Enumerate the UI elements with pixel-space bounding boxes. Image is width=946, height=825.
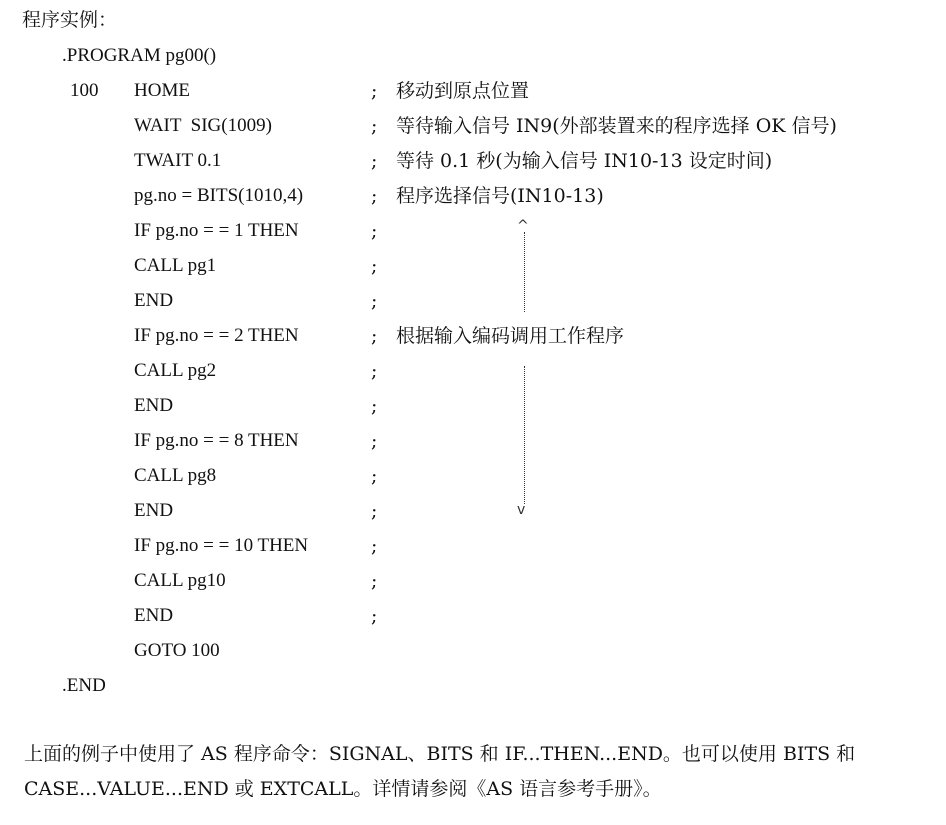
code-line: END — [134, 395, 174, 416]
code-line: IF pg.no = = 8 THEN — [134, 430, 299, 451]
semicolon: ; — [371, 500, 378, 522]
semicolon: ; — [371, 430, 378, 452]
code-line: GOTO 100 — [134, 640, 220, 661]
program-end: .END — [62, 675, 106, 696]
code-line: pg.no = BITS(1010,4) — [134, 185, 304, 206]
semicolon: ; — [371, 605, 378, 627]
code-line: TWAIT 0.1 — [134, 150, 222, 171]
semicolon: ; — [371, 185, 378, 207]
code-line: IF pg.no = = 2 THEN — [134, 325, 299, 346]
arrow-up-icon: ^ — [517, 218, 529, 234]
semicolon: ; — [371, 360, 378, 382]
semicolon: ; — [371, 115, 378, 137]
code-line: HOME — [134, 80, 190, 101]
code-line: CALL pg10 — [134, 570, 226, 591]
semicolon: ; — [371, 465, 378, 487]
code-line: IF pg.no = = 10 THEN — [134, 535, 309, 556]
semicolon: ; — [371, 290, 378, 312]
code-line: END — [134, 500, 174, 521]
step-label: 100 — [70, 80, 99, 101]
dotted-line-lower — [524, 366, 525, 504]
code-comment: 等待 0.1 秒(为输入信号 IN10-13 设定时间) — [396, 150, 773, 172]
explanation-line-1: 上面的例子中使用了 AS 程序命令：SIGNAL、BITS 和 IF...THEN...END。也可以使用 BITS 和 — [24, 743, 856, 765]
semicolon: ; — [371, 325, 378, 347]
code-comment: 移动到原点位置 — [396, 80, 530, 102]
semicolon: ; — [371, 80, 378, 102]
semicolon: ; — [371, 150, 378, 172]
code-comment: 等待输入信号 IN9(外部装置来的程序选择 OK 信号) — [396, 115, 837, 137]
arrow-down-icon: v — [517, 502, 526, 518]
semicolon: ; — [371, 395, 378, 417]
section-heading: 程序实例： — [22, 9, 118, 31]
semicolon: ; — [371, 220, 378, 242]
code-line: END — [134, 290, 174, 311]
explanation-line-2: CASE...VALUE...END 或 EXTCALL。详情请参阅《AS 语言参考手册》。 — [24, 778, 662, 800]
code-line: END — [134, 605, 174, 626]
code-line: CALL pg1 — [134, 255, 217, 276]
code-line: CALL pg2 — [134, 360, 217, 381]
code-comment: 根据输入编码调用工作程序 — [396, 325, 625, 347]
code-line: CALL pg8 — [134, 465, 217, 486]
program-start: .PROGRAM pg00() — [62, 45, 217, 66]
semicolon: ; — [371, 570, 378, 592]
semicolon: ; — [371, 535, 378, 557]
semicolon: ; — [371, 255, 378, 277]
code-comment: 程序选择信号(IN10-13) — [396, 185, 604, 207]
code-line: WAIT SIG(1009) — [134, 115, 272, 136]
dotted-line-upper — [524, 232, 525, 312]
code-line: IF pg.no = = 1 THEN — [134, 220, 299, 241]
